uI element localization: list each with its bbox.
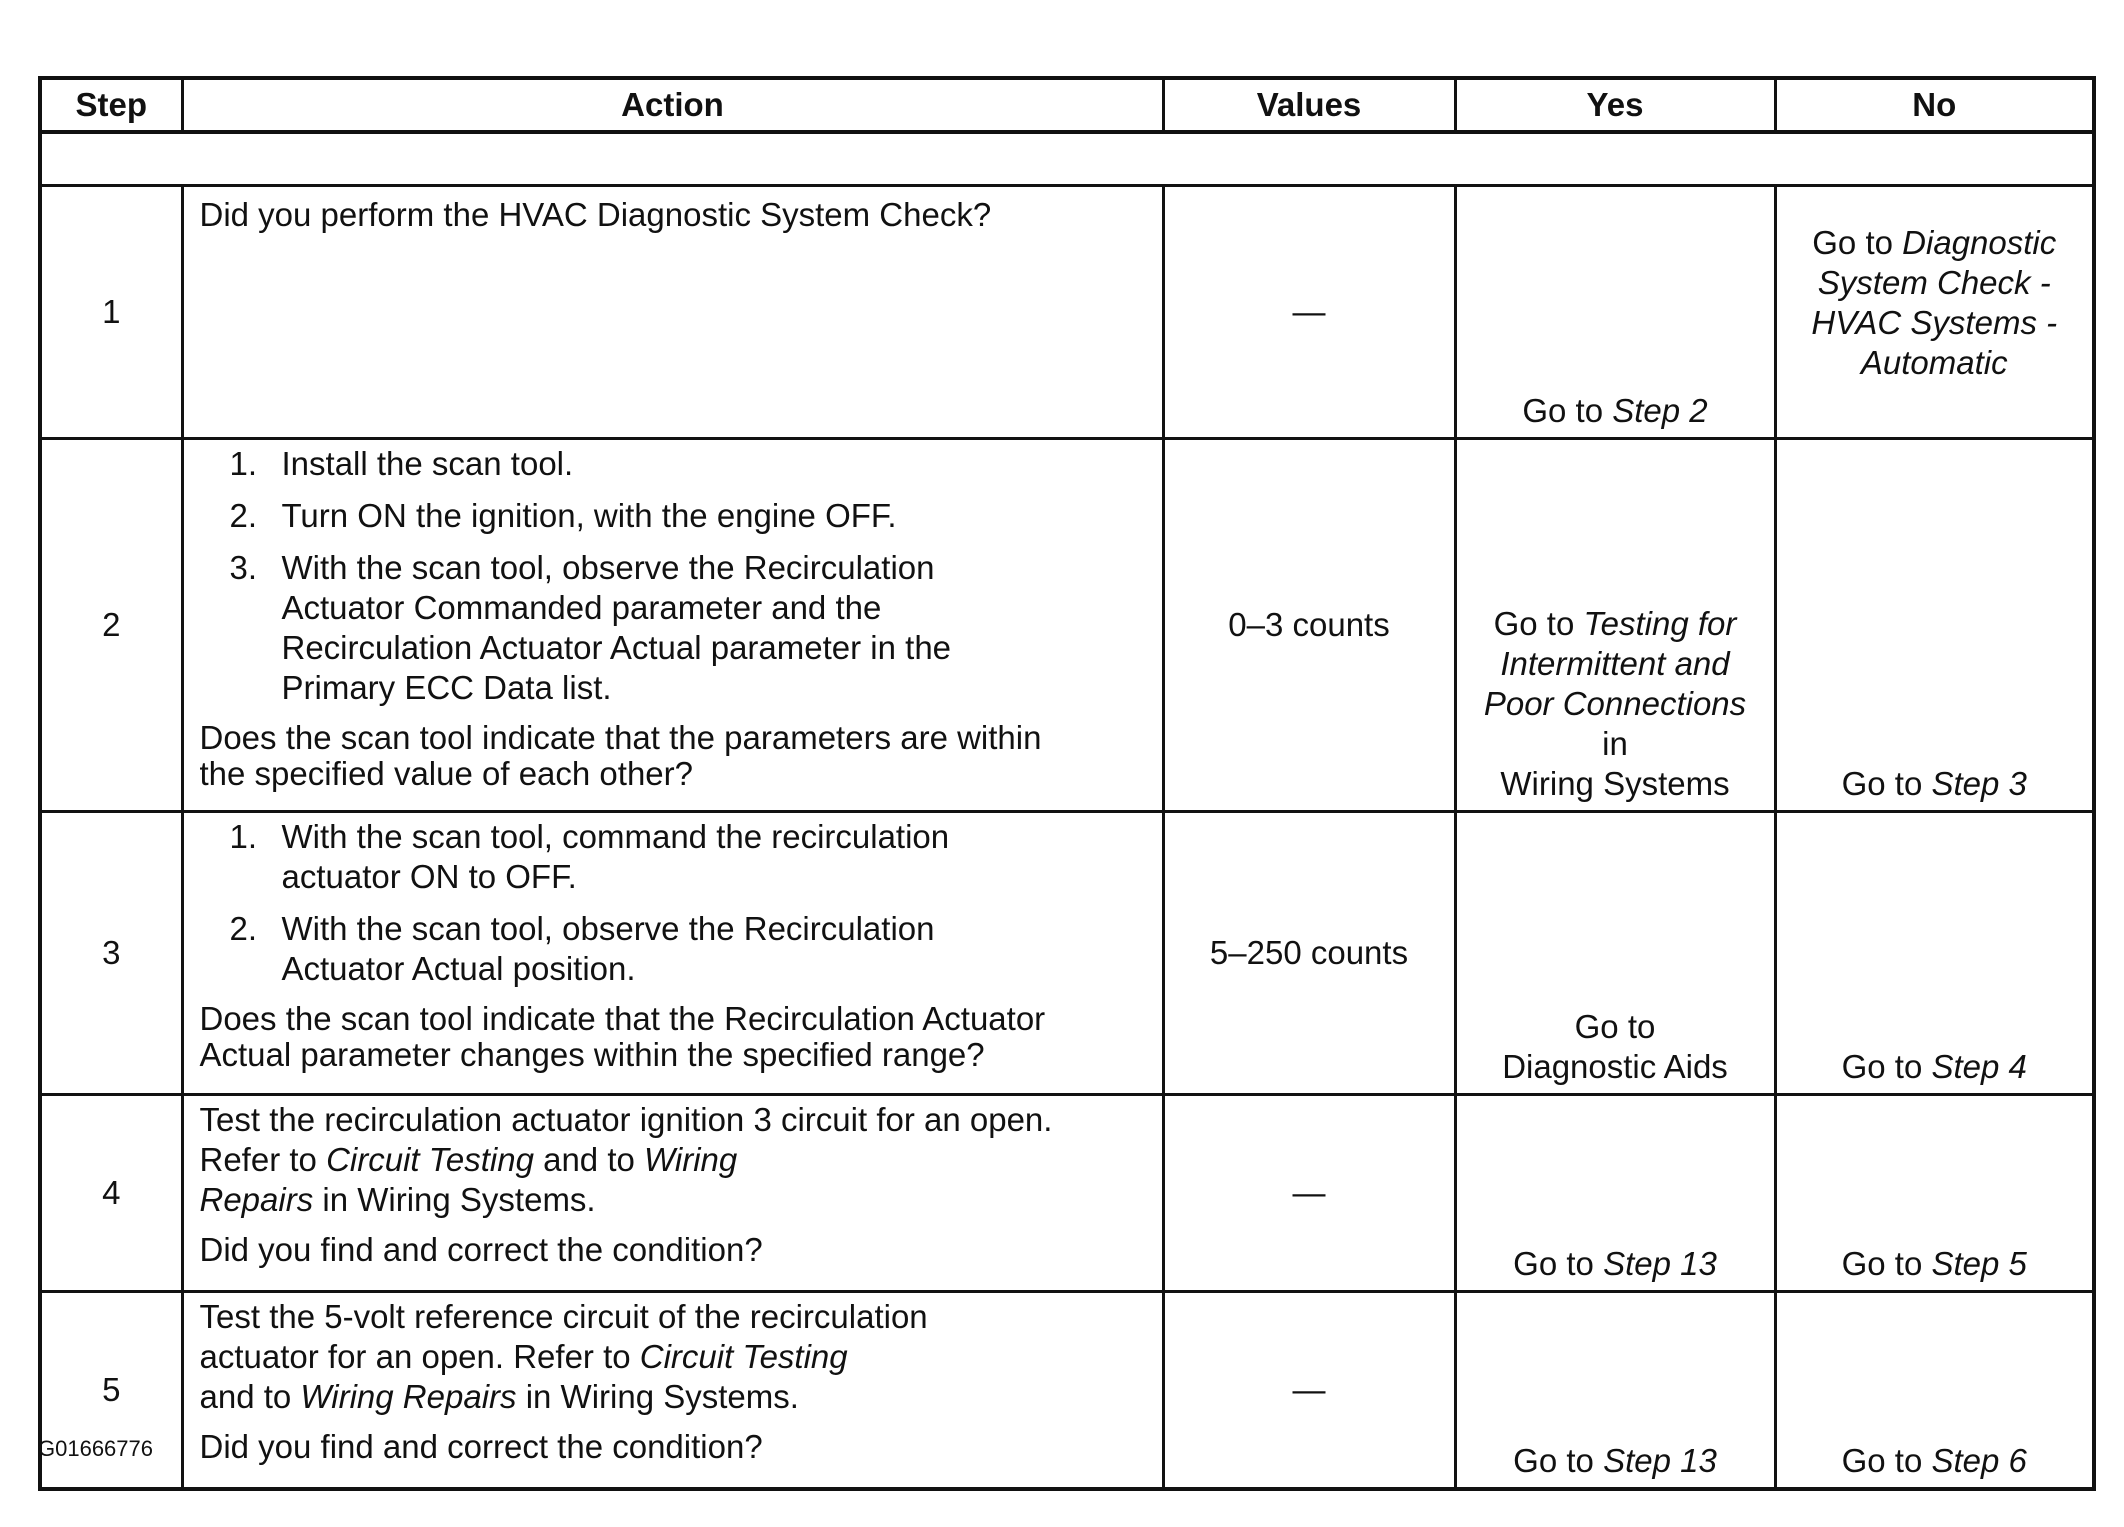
no-prefix: Go to — [1812, 224, 1903, 261]
substep-text: With the scan tool, observe the Recirculation Actuator Actual position. — [281, 910, 935, 987]
substep-number: 1. — [229, 818, 258, 855]
figure-id: G01666776 — [38, 1436, 153, 1461]
step-number: 3 — [40, 812, 182, 1095]
diagnostic-table — [38, 76, 2096, 1491]
table-row — [40, 1292, 2094, 1490]
yes-step-link[interactable]: Step 2 — [1612, 392, 1708, 429]
value-cell: — — [1163, 1292, 1455, 1490]
yes-link-line-3[interactable]: Poor Connections — [1483, 685, 1747, 722]
action-text: Did you perform the HVAC Diagnostic System Check? — [199, 196, 992, 233]
substep — [230, 444, 1154, 484]
step-number: 1 — [40, 186, 182, 439]
substep-text: With the scan tool, observe the Recirculation Actuator Commanded parameter and the Recirculation Actuator Actual parameter in the Primary ECC Data list. — [281, 549, 952, 706]
wiring-repairs-link-part-2[interactable]: Repairs — [199, 1181, 314, 1218]
substep — [230, 496, 1154, 536]
no-prefix: Go to — [1841, 1245, 1932, 1282]
no-step-link[interactable]: Step 4 — [1931, 1048, 2027, 1085]
yes-prefix: Go to — [1522, 392, 1613, 429]
yes-cell — [1455, 812, 1775, 1095]
yes-cell — [1455, 1292, 1775, 1490]
yes-prefix: Go to — [1513, 1442, 1604, 1479]
action-cell — [182, 186, 1163, 439]
no-step-link[interactable]: Step 6 — [1931, 1442, 2027, 1479]
value-cell: 0–3 counts — [1163, 439, 1455, 812]
yes-line-1: Go to — [1574, 1008, 1656, 1045]
yes-link-line-1[interactable]: Testing for — [1583, 605, 1737, 642]
action-line-2: Refer to Circuit Testing and to Wiring — [199, 1141, 738, 1178]
header-step: Step — [40, 78, 182, 132]
no-prefix: Go to — [1841, 1048, 1932, 1085]
substep — [230, 548, 1154, 708]
yes-step-link[interactable]: Step 13 — [1603, 1245, 1717, 1282]
no-cell — [1775, 812, 2094, 1095]
action-cell — [182, 812, 1163, 1095]
value-cell: 5–250 counts — [1163, 812, 1455, 1095]
action-line-1: Test the recirculation actuator ignition 3 circuit for an open. — [199, 1101, 1053, 1138]
question-text: Did you find and correct the condition? — [199, 1231, 763, 1268]
circuit-testing-link[interactable]: Circuit Testing — [639, 1338, 848, 1375]
no-link-line-2[interactable]: System Check - — [1817, 264, 2051, 301]
table-row — [40, 1095, 2094, 1292]
yes-link[interactable]: Diagnostic Aids — [1502, 1048, 1728, 1085]
question-text: Does the scan tool indicate that the Recirculation Actuator Actual parameter changes within the specified range? — [199, 1000, 1046, 1073]
no-cell — [1775, 1292, 2094, 1490]
no-cell — [1775, 1095, 2094, 1292]
no-link-line-3[interactable]: HVAC Systems - — [1811, 304, 2058, 341]
substep-number: 3. — [229, 549, 258, 586]
spacer-row — [40, 132, 2094, 186]
yes-prefix: Go to — [1493, 605, 1584, 642]
table-row — [40, 439, 2094, 812]
header-yes: Yes — [1455, 78, 1775, 132]
header-row — [40, 78, 2094, 132]
substep-text: Turn ON the ignition, with the engine OFF. — [281, 497, 897, 534]
question-text: Does the scan tool indicate that the parameters are within the specified value of each other? — [199, 719, 1042, 792]
step-number: 2 — [40, 439, 182, 812]
substep-text: Install the scan tool. — [281, 445, 574, 482]
yes-cell — [1455, 439, 1775, 812]
value-cell: — — [1163, 186, 1455, 439]
yes-suffix-1: in — [1602, 725, 1628, 762]
substep — [230, 817, 1154, 897]
yes-suffix-2: Wiring Systems — [1500, 765, 1730, 802]
substep — [230, 909, 1154, 989]
action-line-3: and to Wiring Repairs in Wiring Systems. — [199, 1378, 799, 1415]
no-cell — [1775, 439, 2094, 812]
no-link-line-4[interactable]: Automatic — [1860, 344, 2008, 381]
wiring-repairs-link[interactable]: Wiring Repairs — [300, 1378, 517, 1415]
step-number: 4 — [40, 1095, 182, 1292]
yes-step-link[interactable]: Step 13 — [1603, 1442, 1717, 1479]
action-line-3: Repairs in Wiring Systems. — [199, 1181, 596, 1218]
header-values: Values — [1163, 78, 1455, 132]
substep-number: 1. — [229, 445, 258, 482]
action-cell — [182, 1095, 1163, 1292]
action-cell — [182, 1292, 1163, 1490]
wiring-repairs-link-part-1[interactable]: Wiring — [644, 1141, 738, 1178]
table-row — [40, 812, 2094, 1095]
no-cell — [1775, 186, 2094, 439]
step-number: 5 — [40, 1292, 182, 1490]
no-step-link[interactable]: Step 3 — [1931, 765, 2027, 802]
no-link-line-1[interactable]: Diagnostic — [1902, 224, 2057, 261]
action-cell — [182, 439, 1163, 812]
yes-prefix: Go to — [1513, 1245, 1604, 1282]
no-prefix: Go to — [1841, 1442, 1932, 1479]
header-no: No — [1775, 78, 2094, 132]
yes-cell — [1455, 1095, 1775, 1292]
spacer-cell — [40, 132, 2094, 186]
substep-number: 2. — [229, 910, 258, 947]
yes-link-line-2[interactable]: Intermittent and — [1500, 645, 1730, 682]
no-step-link[interactable]: Step 5 — [1931, 1245, 2027, 1282]
substep-text: With the scan tool, command the recirculation actuator ON to OFF. — [281, 818, 950, 895]
circuit-testing-link[interactable]: Circuit Testing — [326, 1141, 534, 1178]
header-action: Action — [182, 78, 1163, 132]
substep-number: 2. — [229, 497, 258, 534]
yes-cell — [1455, 186, 1775, 439]
action-line-1: Test the 5-volt reference circuit of the recirculation — [199, 1298, 928, 1335]
value-cell: — — [1163, 1095, 1455, 1292]
action-line-2: actuator for an open. Refer to Circuit Testing — [199, 1338, 848, 1375]
question-text: Did you find and correct the condition? — [199, 1428, 763, 1465]
no-prefix: Go to — [1841, 765, 1932, 802]
table-row — [40, 186, 2094, 439]
